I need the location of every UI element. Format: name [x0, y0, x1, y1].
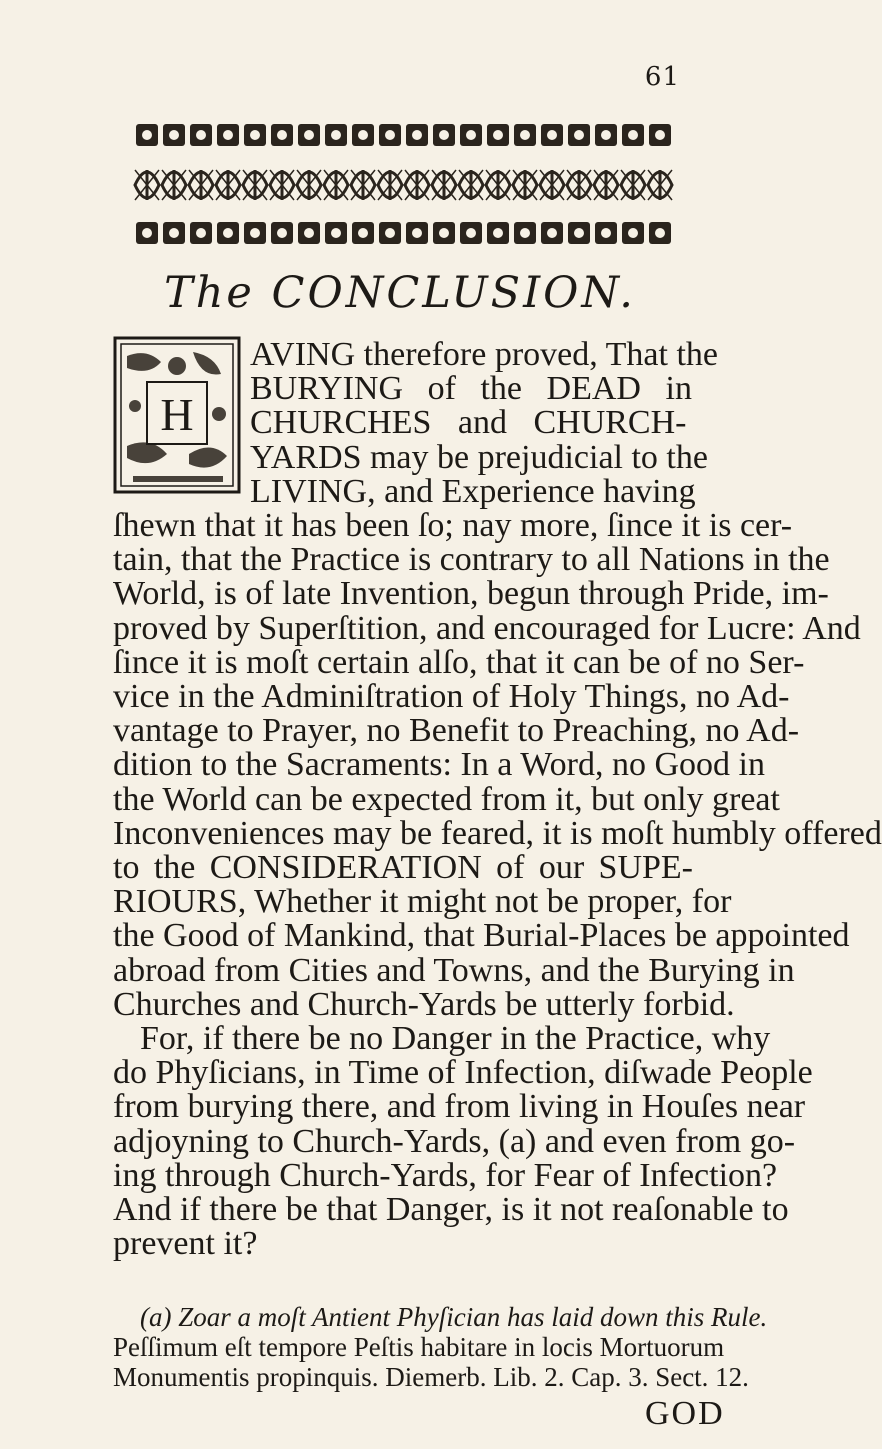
body-line: World, is of late Invention, begun through Pride, im- — [113, 575, 829, 613]
footnote-line: Monumentis propinquis. Diemerb. Lib. 2. Cap. 3. Sect. 12. — [113, 1362, 749, 1392]
page-number: 61 — [644, 62, 680, 92]
footnote-line: (a) Zoar a moſt Antient Phyſician has laid down this Rule. — [140, 1302, 768, 1332]
body-line: LIVING, and Experience having — [250, 472, 696, 510]
body-line: AVING therefore proved, That the — [250, 336, 718, 373]
body-line: to the CONSIDERATION of our SUPE- — [113, 849, 693, 886]
body-line: Inconveniences may be feared, it is moſt humbly offered — [113, 814, 882, 852]
body-line: dition to the Sacraments: In a Word, no Good in — [113, 746, 765, 784]
ornament-headpiece — [133, 118, 689, 252]
body-line: ſhewn that it has been ſo; nay more, ſince it is cer- — [113, 507, 793, 544]
body-line: the Good of Mankind, that Burial-Places be appointed — [113, 917, 850, 955]
body-line: Churches and Church-Yards be utterly forbid. — [113, 985, 735, 1023]
chapter-title: The CONCLUSION. — [164, 268, 636, 318]
body-line: proved by Superſtition, and encouraged for Lucre: And — [113, 609, 861, 647]
footnote-line: Peſſimum eſt tempore Peſtis habitare in locis Mortuorum — [113, 1332, 725, 1362]
body-line: vantage to Prayer, no Benefit to Preaching, no Ad- — [113, 712, 800, 750]
body-line: do Phyſicians, in Time of Infection, diſwade People — [113, 1054, 813, 1092]
body-line: And if there be that Danger, is it not reaſonable to — [113, 1191, 789, 1228]
svg-text:H: H — [160, 389, 194, 440]
body-line: abroad from Cities and Towns, and the Burying in — [113, 951, 795, 989]
body-line: RIOURS, Whether it might not be proper, for — [113, 883, 732, 921]
catchword: GOD — [645, 1395, 725, 1432]
body-line: the World can be expected from it, but only great — [113, 780, 780, 818]
body-line: adjoyning to Church-Yards, (a) and even from go- — [113, 1122, 796, 1160]
body-line: BURYING of the DEAD in — [250, 370, 692, 408]
body-line: ſince it is moſt certain alſo, that it can be of no Ser- — [113, 643, 805, 681]
body-line: tain, that the Practice is contrary to all Nations in the — [113, 541, 830, 579]
body-line: CHURCHES and CHURCH- — [250, 404, 687, 442]
body-line: For, if there be no Danger in the Practice, why — [140, 1020, 771, 1057]
body-line: vice in the Adminiſtration of Holy Things, no Ad- — [113, 678, 790, 715]
body-line: ing through Church-Yards, for Fear of Infection? — [113, 1156, 778, 1194]
body-line: YARDS may be prejudicial to the — [250, 438, 708, 476]
body-line: from burying there, and from living in Houſes near — [113, 1088, 806, 1126]
dropcap-h — [113, 336, 241, 494]
body-line: prevent it? — [113, 1225, 258, 1263]
